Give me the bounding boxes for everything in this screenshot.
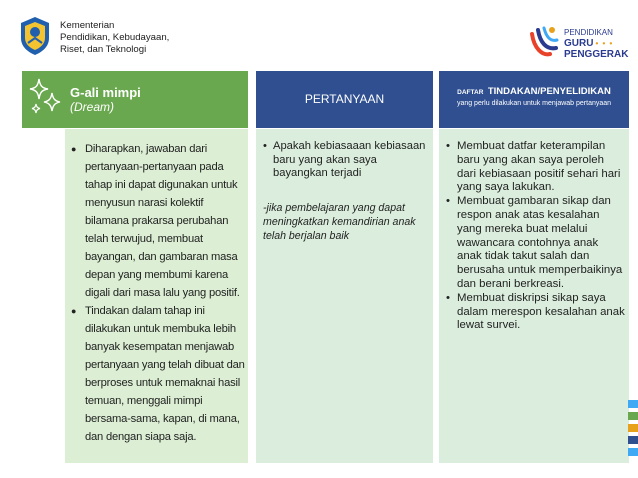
corner-decoration-icon: [626, 400, 638, 460]
tut-wuri-handayani-icon: [18, 16, 52, 56]
dream-subtitle: (Dream): [70, 100, 114, 114]
questions-header: [256, 71, 433, 128]
dream-header: [22, 71, 248, 128]
questions-body: [256, 129, 433, 463]
gp-line-1: PENDIDIKAN: [564, 28, 613, 37]
actions-title-prefix: DAFTAR: [457, 89, 484, 96]
ministry-line-2: Pendidikan, Kebudayaan,: [60, 32, 170, 43]
dream-item: ● Diharapkan, jawaban dari pertanyaan-pertanyaan pada tahap ini dapat digunakan untuk menyusun narasi kolektif bilamana prakarsa perubahan telah terwujud, membuat bayangan, dan gambaran masa depan yang membumi karena digali dari masa lalu yang positif.: [71, 140, 245, 302]
actions-subtitle: yang perlu dilakukan untuk menjawab pertanyaan: [456, 100, 612, 107]
actions-title: TINDAKAN/PENYELIDIKAN: [487, 86, 611, 97]
questions-title: PERTANYAAN: [304, 92, 385, 106]
question-item: • Apakah kebiasaaan kebiasaan baru yang akan saya bayangkan terjadi: [263, 140, 431, 181]
gp-line-3: PENGGERAK: [564, 49, 629, 60]
question-note: -jika pembelajaran yang dapat meningkatkan kemandirian anak telah berjalan baik: [263, 202, 416, 242]
action-item: • Membuat datfar keterampilan baru yang akan saya peroleh dari kebiasaan positif sehari hari yang saya lakukan.: [446, 140, 626, 195]
action-item: • Membuat gambaran sikap dan respon anak atas kesalahan yang mereka buat melalui wawancara contohnya anak anak tidak takut salah dan berusaha untuk memperbaikinya dan berani berkreasi.: [446, 195, 626, 292]
ministry-logo: [18, 14, 168, 64]
gp-line-2: GURU: [564, 38, 594, 49]
ministry-line-3: Riset, dan Teknologi: [60, 44, 147, 55]
actions-body: [439, 129, 629, 463]
action-item: • Membuat diskripsi sikap saya dalam merespon kesalahan anak lewat survei.: [446, 292, 626, 333]
dots-icon: • • •: [595, 39, 614, 48]
dream-body: [65, 129, 248, 463]
dream-title: G-ali mimpi: [70, 85, 141, 100]
sparkle-icon: [28, 77, 62, 117]
actions-header: [439, 71, 629, 128]
ministry-line-1: Kementerian: [60, 20, 115, 31]
guru-penggerak-logo: [528, 20, 628, 64]
dream-item: ● Tindakan dalam tahap ini dilakukan untuk membuka lebih banyak kesempatan menjawab pertanyaan yang telah dibuat dan berproses untuk memaknai hasil temuan, menggali mimpi bersama-sama, kapan, di mana, dan dengan siapa saja.: [71, 302, 245, 446]
guru-penggerak-icon: [528, 24, 560, 60]
